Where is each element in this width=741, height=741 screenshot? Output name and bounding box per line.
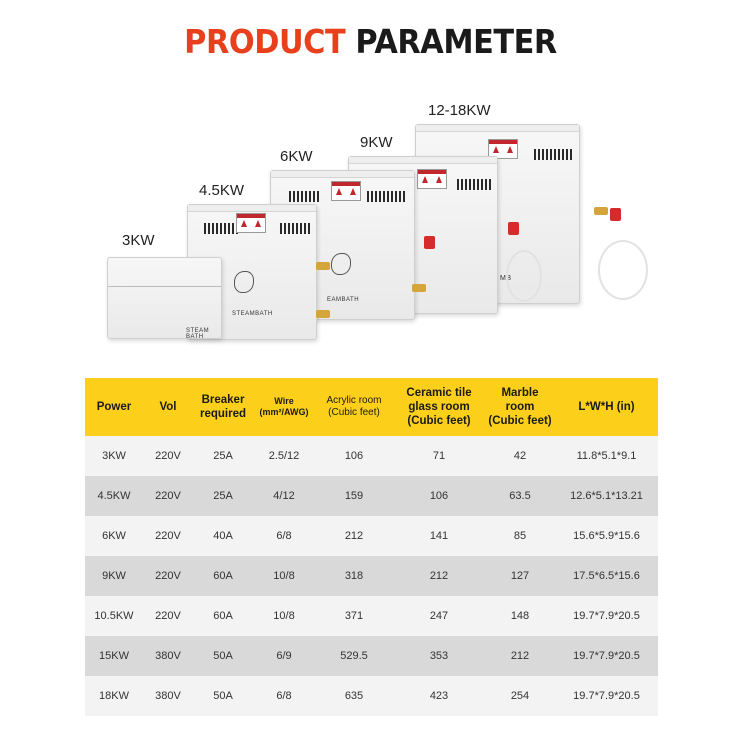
cell-power: 4.5KW (85, 476, 143, 516)
vent-icon (289, 191, 319, 202)
cell-breaker: 40A (193, 516, 253, 556)
cell-marble: 85 (485, 516, 555, 556)
table-header-row (85, 378, 658, 436)
cell-dimensions: 11.8*5.1*9.1 (555, 436, 658, 476)
cell-breaker: 60A (193, 596, 253, 636)
cell-breaker: 50A (193, 636, 253, 676)
cell-power: 10.5KW (85, 596, 143, 636)
cell-breaker: 50A (193, 676, 253, 716)
header-wire: Wire (mm²/AWG) (253, 378, 315, 436)
spec-table (85, 378, 658, 716)
cell-marble: 42 (485, 436, 555, 476)
cell-acrylic: 318 (315, 556, 393, 596)
cell-dimensions: 15.6*5.9*15.6 (555, 516, 658, 556)
product-label-12-18kw: 12-18KW (428, 102, 491, 119)
vent-icon (367, 191, 405, 202)
cell-vol: 220V (143, 596, 193, 636)
cell-power: 9KW (85, 556, 143, 596)
cell-vol: 220V (143, 516, 193, 556)
table-row (85, 596, 658, 636)
safety-valve-icon (610, 208, 621, 221)
product-label-6kw: 6KW (280, 148, 313, 165)
brass-fitting-icon (316, 310, 330, 318)
product-unit-3kw (107, 257, 222, 339)
vent-icon (534, 149, 572, 160)
brass-fitting-icon (412, 284, 426, 292)
cell-vol: 380V (143, 676, 193, 716)
cell-power: 6KW (85, 516, 143, 556)
cell-ceramic: 106 (393, 476, 485, 516)
cell-marble: 148 (485, 596, 555, 636)
cell-marble: 212 (485, 636, 555, 676)
vent-icon (280, 223, 310, 234)
warning-label-icon (236, 213, 266, 233)
cell-wire: 2.5/12 (253, 436, 315, 476)
cell-ceramic: 247 (393, 596, 485, 636)
cell-vol: 380V (143, 636, 193, 676)
brand-text: STEAMBATH (232, 311, 273, 317)
header-marble-room: Marble room (Cubic feet) (485, 378, 555, 436)
header-breaker: Breaker required (193, 378, 253, 436)
table-row (85, 476, 658, 516)
safety-valve-icon (508, 222, 519, 235)
cell-ceramic: 71 (393, 436, 485, 476)
product-label-9kw: 9KW (360, 134, 393, 151)
cell-acrylic: 159 (315, 476, 393, 516)
cell-wire: 10/8 (253, 596, 315, 636)
cell-wire: 4/12 (253, 476, 315, 516)
cell-dimensions: 12.6*5.1*13.21 (555, 476, 658, 516)
brand-text: STEAM BATH (186, 328, 210, 340)
cell-vol: 220V (143, 556, 193, 596)
header-vol: Vol (143, 378, 193, 436)
cell-dimensions: 19.7*7.9*20.5 (555, 596, 658, 636)
cell-vol: 220V (143, 436, 193, 476)
table-row (85, 676, 658, 716)
header-dimensions: L*W*H (in) (555, 378, 658, 436)
header-ceramic-room: Ceramic tile glass room (Cubic feet) (393, 378, 485, 436)
title-word-product: PRODUCT (184, 22, 346, 61)
cell-wire: 10/8 (253, 556, 315, 596)
header-power: Power (85, 378, 143, 436)
cell-breaker: 60A (193, 556, 253, 596)
pipe-icon (598, 240, 648, 300)
vent-icon (204, 223, 238, 234)
cell-acrylic: 371 (315, 596, 393, 636)
product-label-4-5kw: 4.5KW (199, 182, 245, 199)
title-word-parameter: PARAMETER (355, 22, 557, 61)
product-label-3kw: 3KW (122, 232, 155, 249)
cell-marble: 254 (485, 676, 555, 716)
safety-valve-icon (424, 236, 435, 249)
cell-marble: 127 (485, 556, 555, 596)
brand-text: MB (500, 275, 512, 282)
cell-breaker: 25A (193, 436, 253, 476)
cell-breaker: 25A (193, 476, 253, 516)
cell-vol: 220V (143, 476, 193, 516)
cell-power: 15KW (85, 636, 143, 676)
table-row (85, 516, 658, 556)
cell-ceramic: 212 (393, 556, 485, 596)
brass-fitting-icon (316, 262, 330, 270)
table-row (85, 636, 658, 676)
cell-dimensions: 17.5*6.5*15.6 (555, 556, 658, 596)
cell-ceramic: 141 (393, 516, 485, 556)
logo-icon (331, 253, 351, 275)
cell-power: 18KW (85, 676, 143, 716)
cell-power: 3KW (85, 436, 143, 476)
header-acrylic-room: Acrylic room (Cubic feet) (315, 378, 393, 436)
cell-acrylic: 529.5 (315, 636, 393, 676)
warning-label-icon (331, 181, 361, 201)
pipe-icon (506, 250, 542, 302)
cell-wire: 6/9 (253, 636, 315, 676)
cell-ceramic: 423 (393, 676, 485, 716)
cell-acrylic: 106 (315, 436, 393, 476)
cell-dimensions: 19.7*7.9*20.5 (555, 636, 658, 676)
cell-acrylic: 212 (315, 516, 393, 556)
cell-wire: 6/8 (253, 676, 315, 716)
logo-icon (234, 271, 254, 293)
vent-icon (457, 179, 491, 190)
brand-text: EAMBATH (327, 297, 360, 303)
brass-fitting-icon (594, 207, 608, 215)
cell-dimensions: 19.7*7.9*20.5 (555, 676, 658, 716)
table-row (85, 436, 658, 476)
cell-acrylic: 635 (315, 676, 393, 716)
table-row (85, 556, 658, 596)
cell-wire: 6/8 (253, 516, 315, 556)
cell-ceramic: 353 (393, 636, 485, 676)
cell-marble: 63.5 (485, 476, 555, 516)
warning-label-icon (417, 169, 447, 189)
page-title (30, 22, 712, 61)
